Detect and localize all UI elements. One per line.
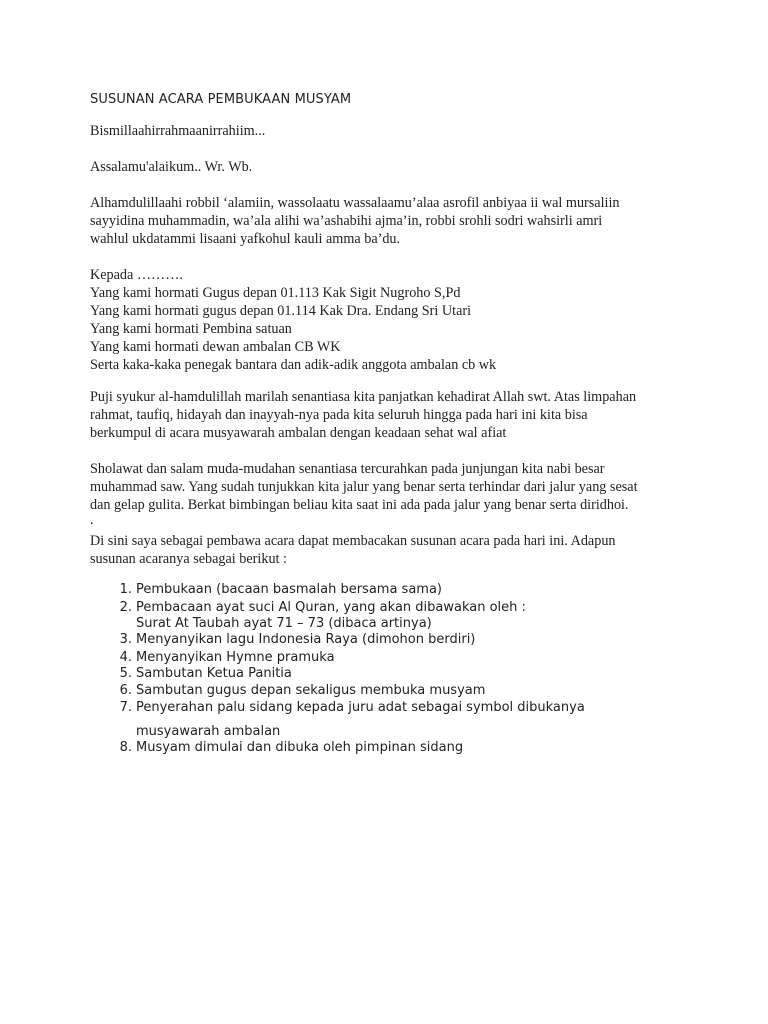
list-text: Menyanyikan Hymne pramuka [136,650,335,665]
greeting-line: Yang kami hormati Gugus depan 01.113 Kak Sigit Nugroho S,Pd [90,285,461,301]
greeting-line: Serta kaka-kaka penegak bantara dan adik-adik anggota ambalan cb wk [90,357,497,373]
list-number: 6. [119,683,132,698]
paragraph-line: muhammad saw. Yang sudah tunjukkan kita jalur yang benar serta terhindar dari jalur yang sesat [90,479,638,495]
greetings-paragraph [90,266,690,374]
list-text: Pembukaan (bacaan basmalah bersama sama) [136,582,442,597]
greeting-line: Yang kami hormati gugus depan 01.114 Kak Dra. Endang Sri Utari [90,303,472,319]
paragraph-line: Sholawat dan salam muda-mudahan senantiasa tercurahkan pada junjungan kita nabi besar [90,461,605,477]
greeting-line: Kepada ………. [90,267,183,283]
list-text: Surat At Taubah ayat 71 – 73 (dibaca artinya) [136,616,432,631]
list-text: Pembacaan ayat suci Al Quran, yang akan dibawakan oleh : [136,600,526,615]
list-number: 5. [119,666,132,681]
list-number: 1. [119,582,132,597]
opening-line [90,122,690,140]
paragraph-line: rahmat, taufiq, hidayah dan inayyah-nya pada kita seluruh hingga pada hari ini kita bisa [90,407,588,423]
list-text: Musyam dimulai dan dibuka oleh pimpinan sidang [136,740,464,755]
paragraph-line: susunan acaranya sebagai berikut : [90,551,287,567]
puji-syukur-paragraph [90,388,690,442]
greeting-line: Yang kami hormati Pembina satuan [90,321,292,337]
sholawat-paragraph [90,460,690,526]
paragraph-line: Alhamdulillaahi robbil ‘alamiin, wassolaatu wassalaamu’alaa asrofil anbiyaa ii wal mursaliin [90,195,620,211]
list-number: 3. [119,632,132,647]
list-text: Menyanyikan lagu Indonesia Raya (dimohon berdiri) [136,632,476,647]
paragraph-line: sayyidina muhammadin, wa’ala alihi wa’ashabihi ajma’in, robbi srohli sodri wahsirli amri [90,213,603,229]
hamdalah-paragraph [90,194,690,248]
paragraph-line: Puji syukur al-hamdulillah marilah senantiasa kita panjatkan kehadirat Allah swt. Atas limpahan [90,389,637,405]
intro-list-paragraph [90,532,690,568]
list-number: 8. [119,740,132,755]
paragraph-line: Di sini saya sebagai pembawa acara dapat membacakan susunan acara pada hari ini. Adapun [90,533,616,549]
salam-line [90,158,690,176]
list-text: Penyerahan palu sidang kepada juru adat sebagai symbol dibukanya [136,700,585,715]
paragraph-line: . [90,512,94,528]
paragraph-line: dan gelap gulita. Berkat bimbingan beliau kita saat ini ada pada jalur yang benar serta diridhoi. [90,497,629,513]
list-text: musyawarah ambalan [136,724,281,739]
salam-text: Assalamu'alaikum.. Wr. Wb. [90,159,253,175]
greeting-line: Yang kami hormati dewan ambalan CB WK [90,339,341,355]
paragraph-line: wahlul ukdatammi lisaani yafkohul kauli amma ba’du. [90,231,401,247]
list-number: 4. [119,650,132,665]
paragraph-line: berkumpul di acara musyawarah ambalan dengan keadaan sehat wal afiat [90,425,507,441]
list-number: 2. [119,600,132,615]
document-title: SUSUNAN ACARA PEMBUKAAN MUSYAM [90,92,352,107]
list-text: Sambutan Ketua Panitia [136,666,292,681]
list-number: 7. [119,700,132,715]
list-text: Sambutan gugus depan sekaligus membuka musyam [136,683,486,698]
basmalah-text: Bismillaahirrahmaanirrahiim... [90,123,266,139]
